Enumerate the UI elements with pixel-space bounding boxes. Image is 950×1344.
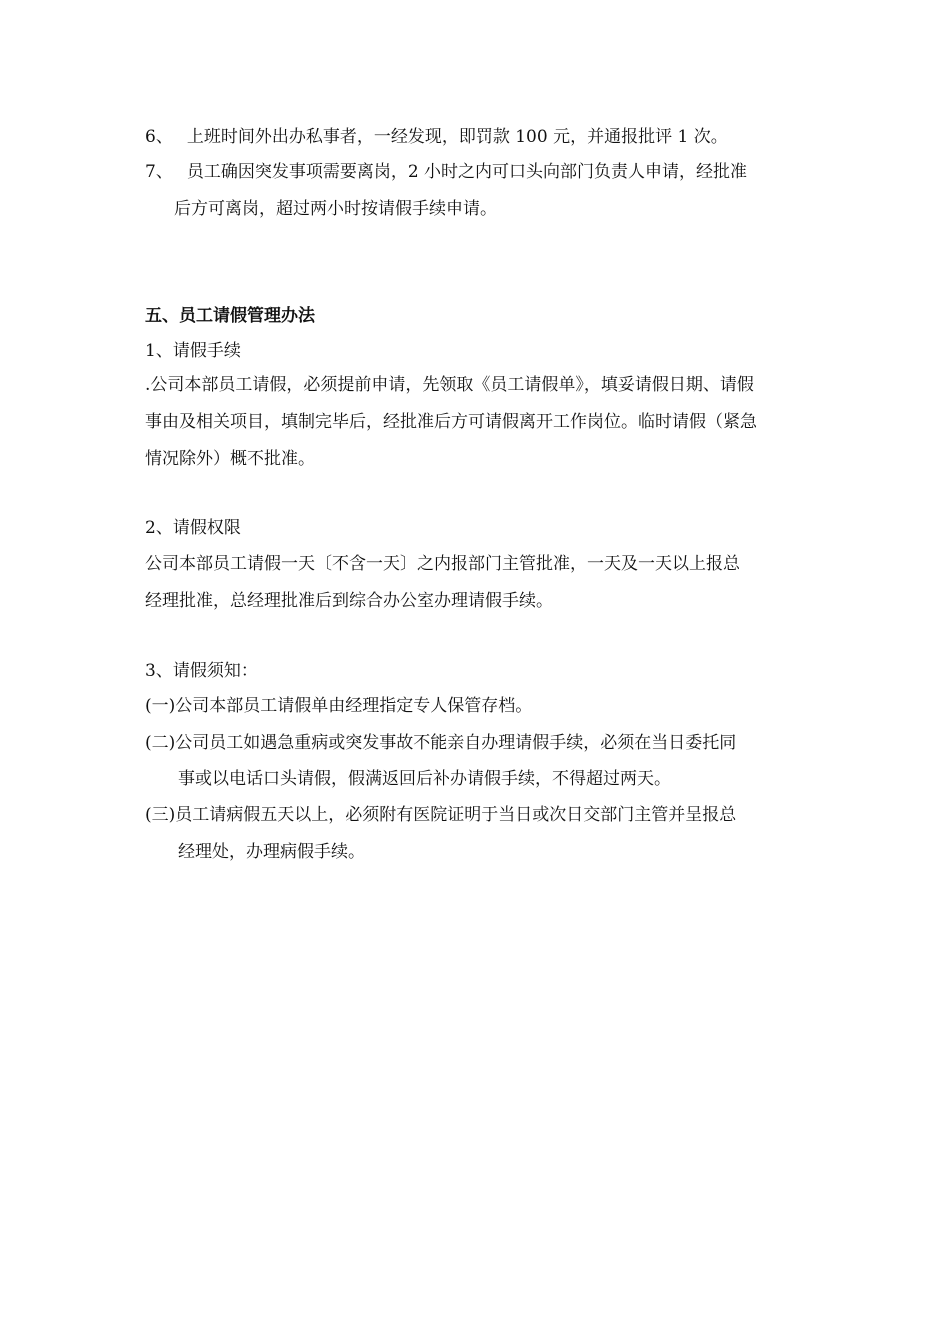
list-text: 员工确因突发事项需要离岗，2 小时之内可口头向部门负责人申请，经批准: [186, 162, 748, 182]
notice-item-2: [145, 731, 736, 755]
notice-marker: (三): [145, 805, 176, 825]
list-number: 7、: [145, 162, 173, 182]
section-heading: 五、员工请假管理办法: [145, 306, 315, 326]
paragraph-line: 公司本部员工请假一天〔不含一天〕之内报部门主管批准，一天及一天以上报总: [145, 554, 740, 574]
notice-item-3: [145, 803, 736, 827]
list-item-7: [145, 160, 747, 184]
notice-item-3-continuation: 经理处，办理病假手续。: [178, 842, 365, 862]
list-number: 6、: [145, 127, 173, 147]
notice-text: 公司本部员工请假单由经理指定专人保管存档。: [175, 696, 533, 716]
notice-text: 公司员工如遇急重病或突发事故不能亲自办理请假手续，必须在当日委托同: [175, 733, 737, 753]
list-item-7-continuation: 后方可离岗，超过两小时按请假手续申请。: [174, 199, 497, 219]
list-item-6: [145, 125, 728, 149]
notice-item-1: [145, 694, 532, 718]
notice-item-2-continuation: 事或以电话口头请假，假满返回后补办请假手续，不得超过两天。: [178, 769, 671, 789]
subsection-title-1: 1、请假手续: [145, 341, 241, 361]
list-text: 上班时间外出办私事者，一经发现，即罚款 100 元，并通报批评 1 次。: [186, 127, 728, 147]
subsection-title-2: 2、请假权限: [145, 518, 241, 538]
paragraph-line: 情况除外）概不批准。: [145, 449, 315, 469]
notice-marker: (二): [145, 733, 176, 753]
paragraph-line: 事由及相关项目，填制完毕后，经批准后方可请假离开工作岗位。临时请假（紧急: [145, 412, 757, 432]
paragraph-line: .公司本部员工请假，必须提前申请，先领取《员工请假单》，填妥请假日期、请假: [145, 375, 754, 395]
notice-marker: (一): [145, 696, 176, 716]
subsection-title-3: 3、请假须知：: [145, 661, 258, 681]
notice-text: 员工请病假五天以上，必须附有医院证明于当日或次日交部门主管并呈报总: [175, 805, 737, 825]
paragraph-line: 经理批准，总经理批准后到综合办公室办理请假手续。: [145, 591, 553, 611]
